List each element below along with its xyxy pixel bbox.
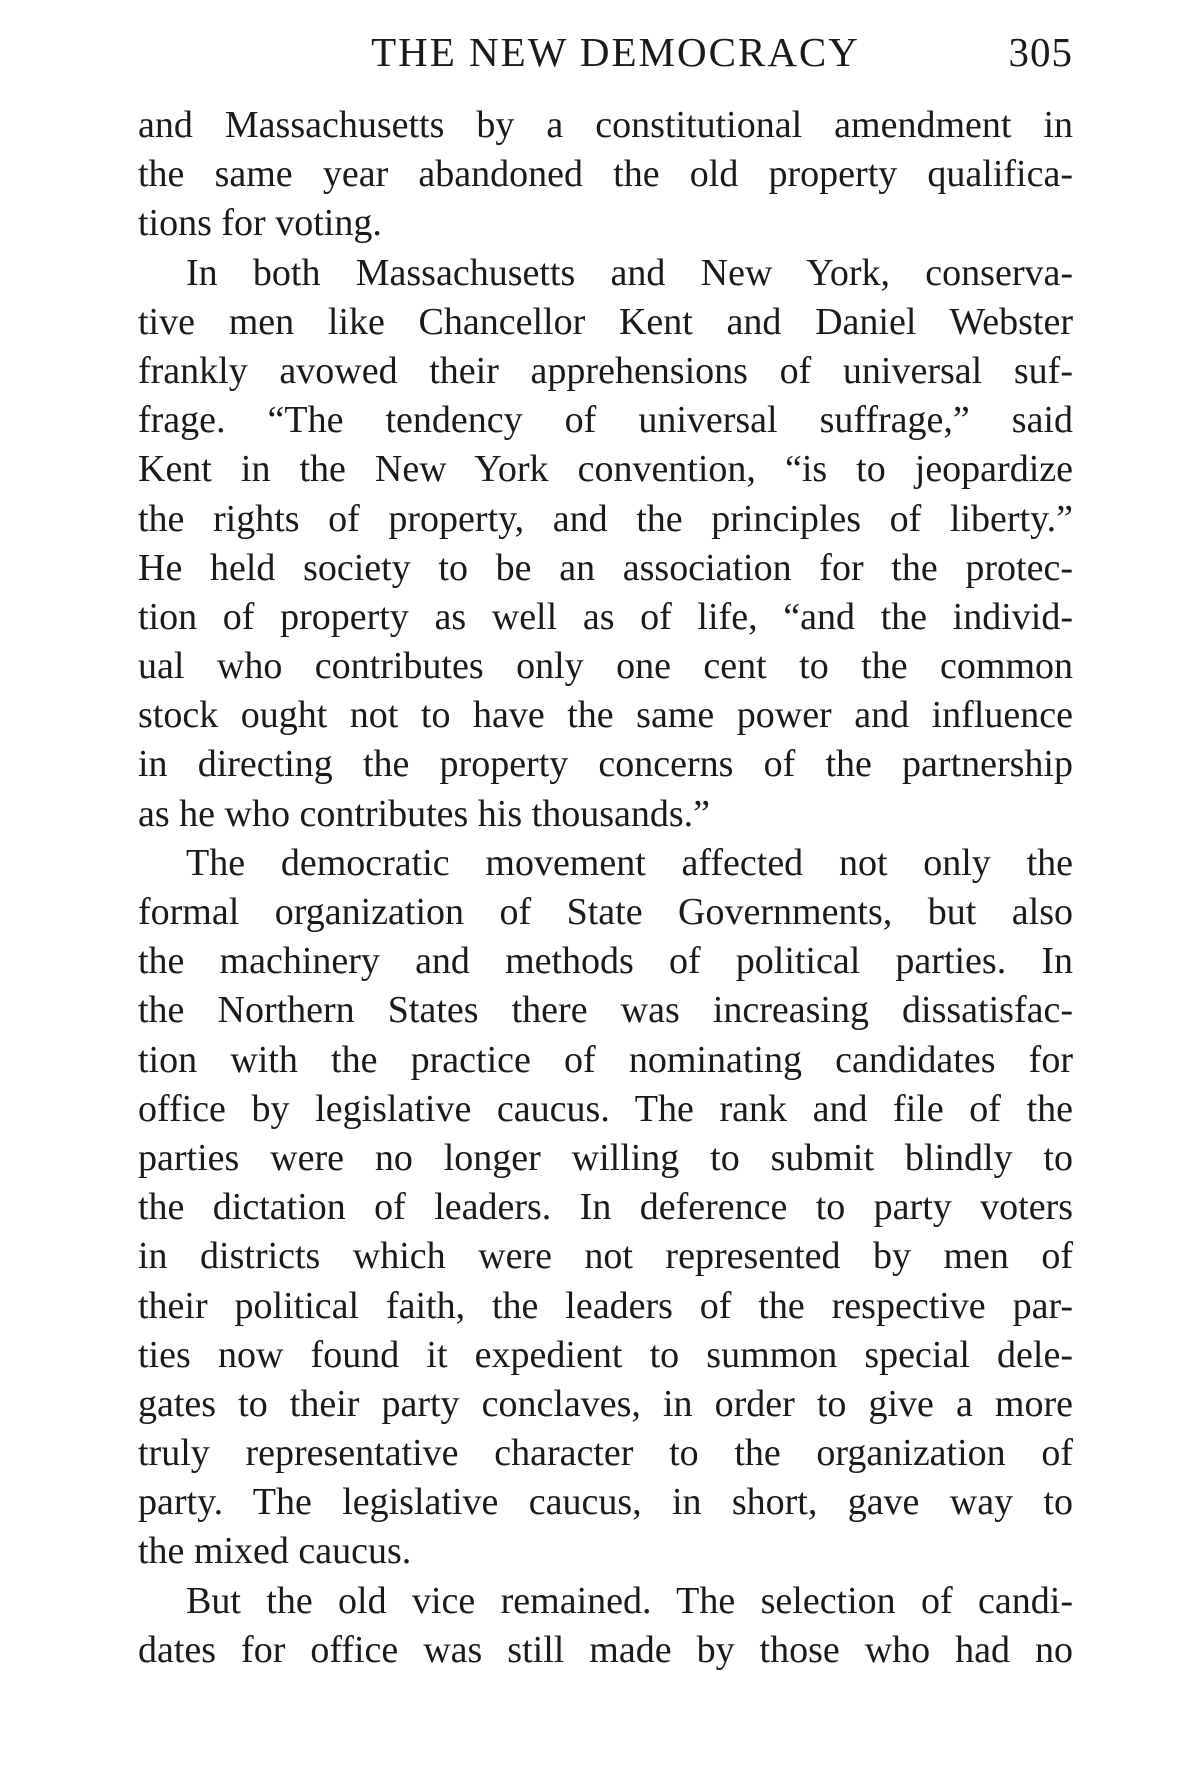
text-line: the mixed caucus. — [138, 1530, 412, 1573]
text-line: in districts which were not represented by men of — [138, 1235, 1073, 1278]
text-line: frankly avowed their apprehensions of universal suf- — [138, 349, 1073, 392]
text-line: gates to their party conclaves, in order to give a more — [138, 1382, 1073, 1425]
text-line: In both Massachusetts and New York, conserva- — [186, 251, 1073, 294]
text-line: formal organization of State Governments, but also — [138, 891, 1073, 933]
text-line: dates for office was still made by those who had no — [138, 1628, 1073, 1671]
text-line: tive men like Chancellor Kent and Daniel Webster — [138, 300, 1073, 343]
paragraph — [138, 101, 1073, 249]
text-line: Kent in the New York convention, “is to jeopardize — [138, 448, 1073, 491]
text-line: tions for voting. — [138, 202, 382, 245]
text-line: the same year abandoned the old property qualifica- — [138, 153, 1073, 196]
text-line: ual who contributes only one cent to the common — [138, 645, 1073, 688]
text-line: the rights of property, and the principles of liberty.” — [138, 497, 1073, 540]
text-line: and Massachusetts by a constitutional amendment in — [138, 104, 1073, 146]
text-line: office by legislative caucus. The rank and file of the — [138, 1087, 1073, 1130]
text-line: the machinery and methods of political parties. In — [138, 940, 1073, 983]
text-line: truly representative character to the organization of — [138, 1432, 1073, 1475]
text-line: stock ought not to have the same power and influence — [138, 694, 1073, 737]
paragraph — [138, 249, 1073, 839]
text-line: tion of property as well as of life, “and the individ- — [138, 595, 1073, 638]
running-head — [138, 22, 1073, 82]
text-line: their political faith, the leaders of the respective par- — [138, 1284, 1073, 1327]
paragraph — [138, 1577, 1073, 1675]
text-line: But the old vice remained. The selection of candi- — [186, 1579, 1073, 1622]
body-text — [138, 101, 1073, 1675]
text-line: party. The legislative caucus, in short, gave way to — [138, 1481, 1073, 1524]
text-line: ties now found it expedient to summon special dele- — [138, 1333, 1073, 1376]
text-line: parties were no longer willing to submit blindly to — [138, 1136, 1073, 1179]
text-line: frage. “The tendency of universal suffrage,” said — [138, 399, 1073, 442]
text-line: in directing the property concerns of the partnership — [138, 743, 1073, 786]
text-line: the dictation of leaders. In deference to party voters — [138, 1186, 1073, 1229]
text-line: as he who contributes his thousands.” — [138, 792, 711, 835]
text-line: the Northern States there was increasing dissatisfac- — [138, 989, 1073, 1032]
text-line: The democratic movement affected not only the — [186, 841, 1073, 884]
text-line: He held society to be an association for the protec- — [138, 546, 1073, 589]
page-number: 305 — [1008, 29, 1073, 75]
paragraph — [138, 839, 1073, 1577]
text-line: tion with the practice of nominating candidates for — [138, 1038, 1073, 1081]
running-title: THE NEW DEMOCRACY — [371, 29, 860, 75]
